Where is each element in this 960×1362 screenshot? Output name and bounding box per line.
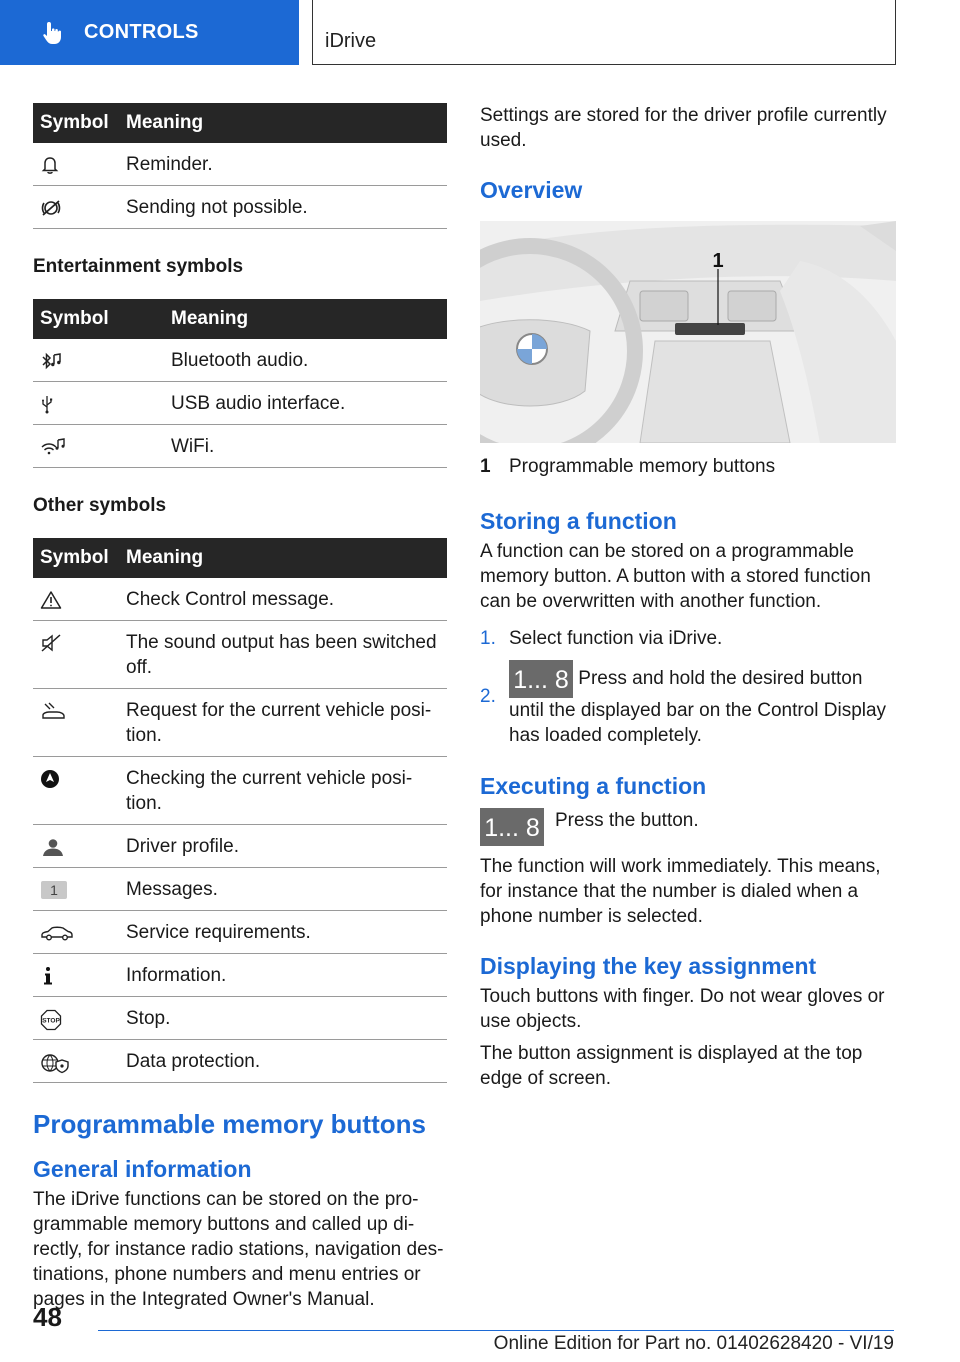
- executing-text-detail: The function will work immediately. This means, for instance that the number is dialed when a phone number is selected.: [480, 856, 881, 927]
- svg-text:1... 8: 1... 8: [484, 814, 540, 842]
- info-icon: [40, 966, 56, 986]
- edition-text: Online Edition for Part no. 01402628420 - VI/19: [493, 1333, 894, 1354]
- driver-profile-icon: [40, 837, 66, 857]
- warning-triangle-icon: [40, 590, 62, 610]
- legend-text: Programmable memory buttons: [509, 456, 776, 477]
- svg-text:1... 8: 1... 8: [513, 666, 569, 694]
- symbol-table-entertainment: [33, 299, 447, 468]
- vehicle-position-check-icon: [40, 769, 60, 789]
- usb-icon: [40, 394, 54, 414]
- table-row: [33, 1040, 447, 1083]
- figure-legend: [480, 456, 896, 478]
- symbol-meaning: Information.: [126, 954, 447, 997]
- table-row: [33, 578, 447, 621]
- table-row: [33, 868, 447, 911]
- table-row: [33, 339, 447, 382]
- key-assignment-heading: Displaying the key assignment: [480, 953, 817, 979]
- symbol-meaning: Stop.: [126, 997, 447, 1040]
- key-assignment-text-detail: The button assignment is displayed at the top edge of screen.: [480, 1043, 863, 1089]
- car-interior-drawing: [480, 221, 896, 443]
- symbol-meaning: Driver profile.: [126, 825, 447, 868]
- stop-icon: [40, 1009, 62, 1031]
- chapter-label: CONTROLS: [84, 21, 199, 43]
- data-protection-icon: [40, 1052, 70, 1074]
- table-row: [33, 621, 447, 689]
- symbol-meaning: Check Control message.: [126, 578, 447, 621]
- vehicle-position-request-icon: [40, 701, 66, 723]
- executing-text: Press the button.: [555, 810, 699, 831]
- meaning-column-header: Meaning: [171, 299, 447, 339]
- header-frame: [312, 0, 896, 65]
- sending-not-possible-icon: [40, 198, 62, 218]
- table-row: [33, 186, 447, 229]
- svg-text:STOP: STOP: [42, 1017, 60, 1025]
- table-row: [33, 997, 447, 1040]
- footer-divider: [98, 1330, 894, 1331]
- table-row: [33, 425, 447, 468]
- symbol-meaning: Data protection.: [126, 1040, 447, 1083]
- car-icon: [40, 923, 74, 943]
- step-number: 2.: [480, 686, 496, 707]
- step-item: [480, 660, 896, 748]
- step-item: [480, 626, 896, 651]
- meaning-column-header: Meaning: [126, 103, 447, 143]
- table-row: [33, 143, 447, 186]
- table-row: [33, 825, 447, 868]
- section-title: iDrive: [325, 30, 377, 52]
- symbol-table-general: [33, 103, 447, 229]
- symbol-meaning: WiFi.: [171, 425, 447, 468]
- settings-text: Settings are stored for the driver profile currently used.: [480, 105, 887, 151]
- step-text: Press and hold the desired button until the displayed bar on the Control Display has loaded completely.: [509, 668, 887, 746]
- table-row: [33, 954, 447, 997]
- step-text: Select function via iDrive.: [509, 628, 723, 649]
- figure-callout-1: 1: [712, 250, 724, 272]
- general-information-heading: General information: [33, 1156, 252, 1182]
- memory-key-icon: [509, 660, 573, 698]
- symbol-meaning: Sending not possible.: [126, 186, 447, 229]
- memory-key-icon: [480, 808, 544, 846]
- entertainment-symbols-heading: Entertainment symbols: [33, 256, 244, 277]
- storing-text: A function can be stored on a programmable memory button. A button with a stored function can be overwritten with another function.: [480, 541, 871, 612]
- symbol-column-header: Symbol: [33, 103, 126, 143]
- other-symbols-heading: Other symbols: [33, 495, 167, 516]
- symbol-meaning: USB audio interface.: [171, 382, 447, 425]
- overview-heading: Overview: [480, 177, 583, 203]
- key-assignment-text: Touch buttons with finger. Do not wear gloves or use objects.: [480, 986, 885, 1032]
- right-column: [480, 103, 896, 1091]
- bell-icon: [40, 155, 60, 175]
- general-information-text: The iDrive functions can be stored on the pro- grammable memory buttons and called up di- rectly, for instance radio stations, navigation des- tinations, phone numbers and menu entries or pages in the Integrated Owner's Manual.: [33, 1189, 444, 1310]
- step-number: 1.: [480, 628, 496, 649]
- table-row: [33, 757, 447, 825]
- pointing-hand-icon: [40, 20, 66, 46]
- left-column: [33, 103, 447, 1312]
- executing-heading: Executing a function: [480, 773, 707, 799]
- symbol-meaning: Request for the current vehicle posi- tion.: [126, 689, 447, 757]
- sound-off-icon: [40, 633, 62, 653]
- symbol-column-header: Symbol: [33, 538, 126, 578]
- symbol-meaning: Service requirements.: [126, 911, 447, 954]
- messages-icon: [40, 880, 68, 900]
- symbol-table-other: [33, 538, 447, 1083]
- table-row: [33, 911, 447, 954]
- symbol-meaning: Bluetooth audio.: [171, 339, 447, 382]
- storing-heading: Storing a function: [480, 508, 677, 534]
- symbol-meaning: Checking the current vehicle posi- tion.: [126, 757, 447, 825]
- memory-buttons-title: Programmable memory buttons: [33, 1109, 426, 1139]
- symbol-meaning: Reminder.: [126, 143, 447, 186]
- executing-row: [480, 808, 896, 846]
- table-row: [33, 689, 447, 757]
- dashboard-illustration: [480, 221, 896, 443]
- table-row: [33, 382, 447, 425]
- symbol-meaning: Messages.: [126, 868, 447, 911]
- chapter-tab: [0, 0, 299, 65]
- symbol-column-header: Symbol: [33, 299, 171, 339]
- legend-number: 1: [480, 456, 491, 477]
- wifi-audio-icon: [40, 437, 66, 457]
- symbol-meaning: The sound output has been switched off.: [126, 621, 447, 689]
- page-number: 48: [33, 1302, 62, 1332]
- meaning-column-header: Meaning: [126, 538, 447, 578]
- bluetooth-audio-icon: [40, 351, 62, 371]
- svg-text:1: 1: [50, 882, 58, 898]
